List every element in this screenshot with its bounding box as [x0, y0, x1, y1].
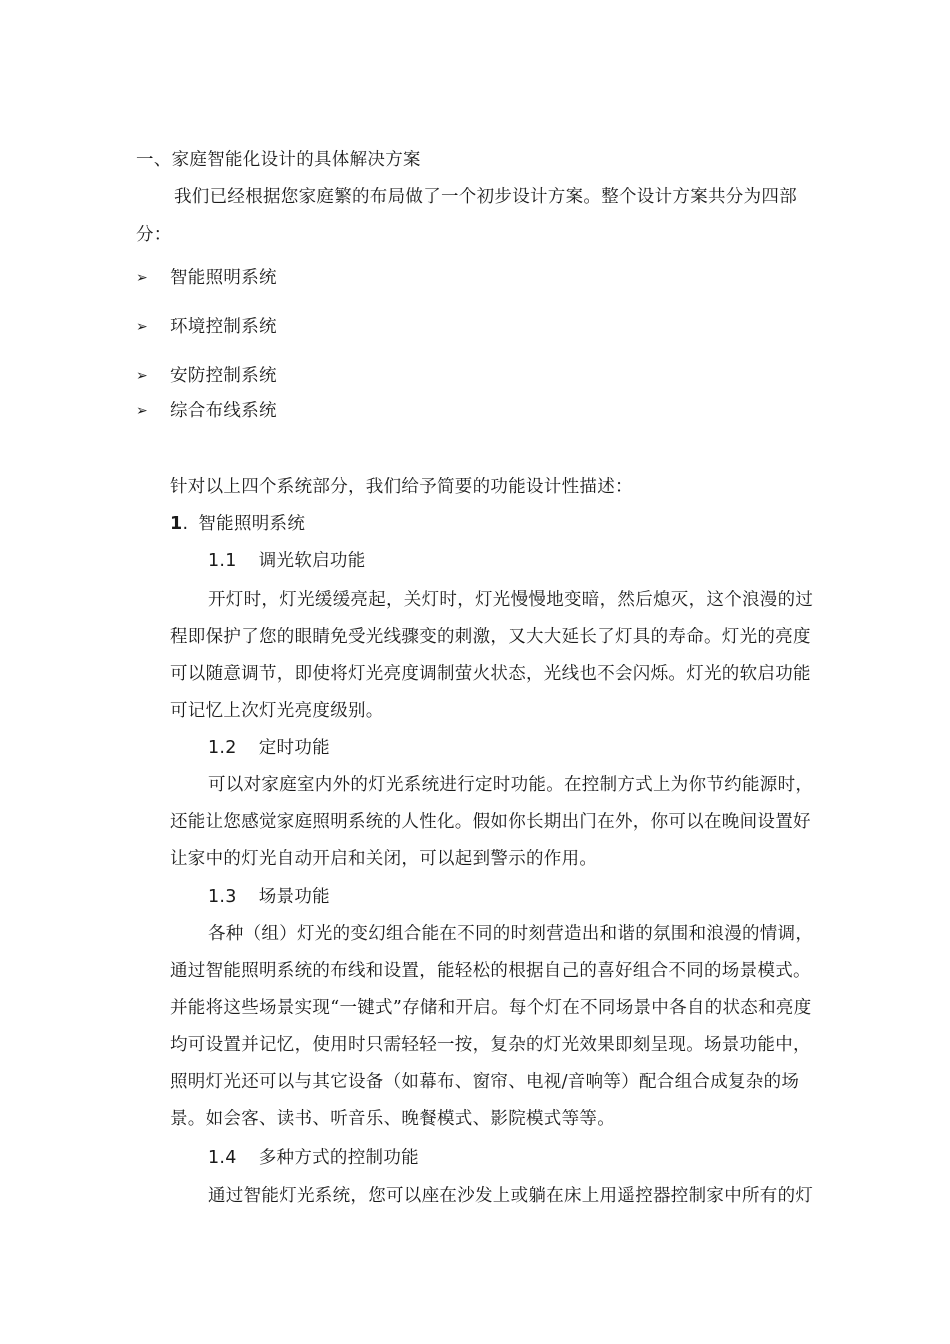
list-item-label: 环境控制系统: [170, 317, 277, 337]
section-title: 智能照明系统: [198, 514, 306, 534]
subsection-title: 多种方式的控制功能: [258, 1148, 419, 1168]
list-item-label: 安防控制系统: [170, 366, 277, 386]
intro-line-1: 我们已经根据您家庭繁的布局做了一个初步设计方案。整个设计方案共分为四部: [174, 187, 797, 207]
paragraph-line: 并能将这些场景实现“一键式”存储和开启。每个灯在不同场景中各自的状态和亮度: [170, 998, 812, 1018]
section-number-sep: .: [182, 514, 189, 534]
intro-line-2: 分：: [136, 225, 172, 245]
paragraph-line: 可记忆上次灯光亮度级别。: [170, 701, 384, 721]
paragraph-line: 通过智能照明系统的布线和设置，能轻松的根据自己的喜好组合不同的场景模式。: [170, 961, 811, 981]
paragraph-line: 各种（组）灯光的变幻组合能在不同的时刻营造出和谐的氛围和浪漫的情调，: [208, 924, 814, 944]
arrow-bullet-icon: ➢: [136, 368, 148, 384]
subsection-number: 1.2: [208, 738, 237, 758]
arrow-bullet-icon: ➢: [136, 270, 148, 286]
arrow-bullet-icon: ➢: [136, 403, 148, 419]
summary-text: 针对以上四个系统部分，我们给予简要的功能设计性描述：: [170, 477, 633, 497]
subsection-number: 1.4: [208, 1148, 237, 1168]
paragraph-line: 可以对家庭室内外的灯光系统进行定时功能。在控制方式上为你节约能源时，: [208, 775, 814, 795]
arrow-bullet-icon: ➢: [136, 319, 148, 335]
subsection-1-3-heading: [208, 884, 330, 910]
subsection-title: 调光软启功能: [258, 551, 366, 571]
paragraph-line: 通过智能灯光系统，您可以座在沙发上或躺在床上用遥控器控制家中所有的灯: [208, 1186, 814, 1206]
section-number: 1: [170, 514, 183, 534]
list-item-label: 综合布线系统: [170, 401, 277, 421]
subsection-title: 定时功能: [258, 738, 330, 758]
heading: 一、家庭智能化设计的具体解决方案: [136, 150, 421, 170]
paragraph-line: 程即保护了您的眼睛免受光线骤变的刺激，又大大延长了灯具的寿命。灯光的亮度: [170, 627, 811, 647]
list-item-label: 智能照明系统: [170, 268, 277, 288]
paragraph-line: 让家中的灯光自动开启和关闭，可以起到警示的作用。: [170, 849, 598, 869]
section-1-heading: [170, 511, 305, 537]
paragraph-line: 景。如会客、读书、听音乐、晚餐模式、影院模式等等。: [170, 1109, 615, 1129]
paragraph-line: 均可设置并记忆，使用时只需轻轻一按，复杂的灯光效果即刻呈现。场景功能中，: [170, 1035, 811, 1055]
paragraph-line: 可以随意调节，即使将灯光亮度调制萤火状态，光线也不会闪烁。灯光的软启功能: [170, 664, 811, 684]
subsection-1-1-heading: [208, 548, 366, 574]
subsection-1-4-heading: [208, 1145, 419, 1171]
paragraph-line: 开灯时，灯光缓缓亮起，关灯时，灯光慢慢地变暗，然后熄灭，这个浪漫的过: [208, 590, 814, 610]
subsection-number: 1.1: [208, 551, 237, 571]
subsection-1-2-heading: [208, 735, 330, 761]
subsection-title: 场景功能: [258, 887, 330, 907]
subsection-number: 1.3: [208, 887, 237, 907]
paragraph-line: 照明灯光还可以与其它设备（如幕布、窗帘、电视/音响等）配合组合成复杂的场: [170, 1072, 800, 1092]
paragraph-line: 还能让您感觉家庭照明系统的人性化。假如你长期出门在外，你可以在晚间设置好: [170, 812, 811, 832]
